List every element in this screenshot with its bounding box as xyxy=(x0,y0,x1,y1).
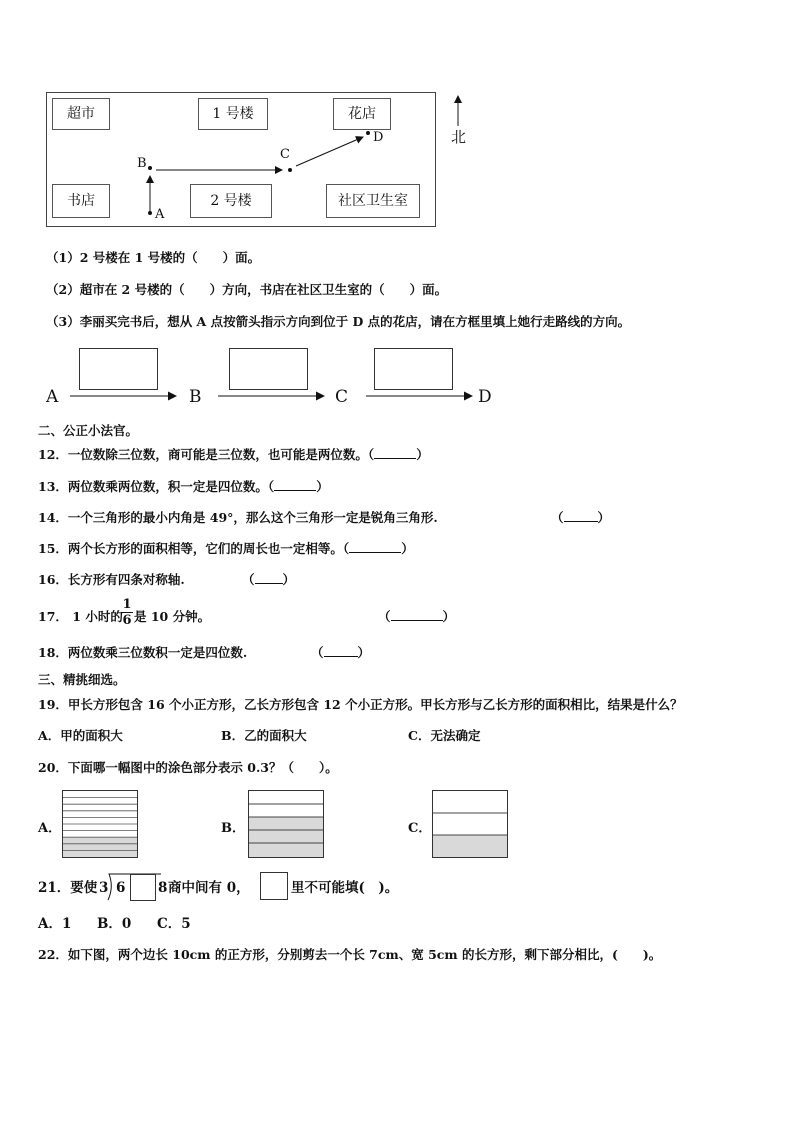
building-clinic: 社区卫生室 xyxy=(326,184,420,218)
point-a-dot xyxy=(148,211,152,215)
question-text: 两个长方形的面积相等，它们的周长也一定相等。 xyxy=(67,541,343,556)
route-point-b: B xyxy=(189,387,202,407)
route-point-a: A xyxy=(46,387,59,407)
tf-answer-17[interactable]: （ ） xyxy=(378,609,456,624)
building-1: 1 号楼 xyxy=(198,98,268,130)
question-text: 长方形有四条对称轴. xyxy=(67,572,185,587)
q21-middle: 商中间有 0， xyxy=(168,880,250,896)
q21-prefix: 21．要使 xyxy=(38,880,98,896)
question-22: 22．如下图，两个边长 10cm 的正方形，分别剪去一个长 7cm、宽 5cm 的长方形，剩下部分相比，( )。 xyxy=(38,947,662,962)
q21-option-c[interactable]: C．5 xyxy=(157,916,191,932)
point-d-dot xyxy=(366,131,370,135)
figure-b-rows xyxy=(249,791,323,857)
point-c-dot xyxy=(288,168,292,172)
q20-option-a-label[interactable]: A． xyxy=(38,821,62,836)
point-b-label: B xyxy=(137,156,147,171)
q19-option-c[interactable]: C．无法确定 xyxy=(408,728,481,743)
question-text: 一个三角形的最小内角是 49°，那么这个三角形一定是锐角三角形. xyxy=(67,510,438,525)
figure-a-stripes xyxy=(63,791,137,857)
building-2: 2 号楼 xyxy=(190,184,272,218)
q21-suffix: 里不可能填( )。 xyxy=(291,880,399,896)
building-supermarket: 超市 xyxy=(52,98,110,130)
route-point-d: D xyxy=(478,387,492,407)
q21-digit-box[interactable] xyxy=(130,874,156,901)
question-number: 12． xyxy=(38,447,68,462)
q21-answer-box[interactable] xyxy=(260,872,288,900)
question-19: 19．甲长方形包含 16 个小正方形，乙长方形包含 12 个小正方形。甲长方形与乙长方形的面积相比，结果是什么？ xyxy=(38,697,683,712)
tf-question-16 xyxy=(38,572,185,588)
point-a-label: A xyxy=(155,207,165,222)
question-20: 20．下面哪一幅图中的涂色部分表示 0.3？（ ）。 xyxy=(38,760,338,775)
fraction-numerator: 1 xyxy=(122,597,132,612)
point-c-label: C xyxy=(280,147,290,162)
q19-option-b[interactable]: B．乙的面积大 xyxy=(221,728,307,743)
question-text-before: 1 小时的 xyxy=(72,609,123,624)
fraction-one-sixth xyxy=(121,597,133,628)
building-flower-shop: 花店 xyxy=(333,98,391,130)
building-bookstore: 书店 xyxy=(52,184,110,218)
sub-question-1: （1）2 号楼在 1 号楼的（ ）面。 xyxy=(46,250,261,265)
tf-question-18 xyxy=(38,645,247,661)
question-number: 17． xyxy=(38,609,68,624)
point-b-dot xyxy=(148,166,152,170)
section2-heading: 二、公正小法官。 xyxy=(38,423,139,438)
fraction-denominator: 6 xyxy=(122,613,132,628)
q20-figure-c[interactable] xyxy=(432,790,508,858)
section3-heading: 三、精挑细选。 xyxy=(38,672,126,687)
point-d-label: D xyxy=(373,130,384,145)
q20-figure-a[interactable] xyxy=(62,790,138,858)
tf-question-15 xyxy=(38,541,414,557)
sub-question-2: （2）超市在 2 号楼的（ ）方向，书店在社区卫生室的（ ）面。 xyxy=(46,282,448,297)
question-text: 一位数除三位数，商可能是三位数，也可能是两位数。 xyxy=(67,447,368,462)
answer-paren[interactable]: （ ） xyxy=(342,541,414,556)
figure-c-rows xyxy=(433,791,507,857)
north-label: 北 xyxy=(451,128,467,146)
map-arrows xyxy=(0,0,794,260)
question-number: 16． xyxy=(38,572,68,587)
question-number: 18． xyxy=(38,645,68,660)
tf-question-13 xyxy=(38,479,329,495)
question-text: 两位数乘两位数，积一定是四位数。 xyxy=(67,479,268,494)
question-number: 13． xyxy=(38,479,68,494)
q21-digit-1: 6 xyxy=(116,880,126,896)
question-number: 15． xyxy=(38,541,68,556)
q20-figure-b[interactable] xyxy=(248,790,324,858)
answer-paren[interactable]: （ ） xyxy=(267,479,329,494)
tf-answer-14[interactable]: （ ） xyxy=(551,510,611,525)
q21-digit-3: 8 xyxy=(158,880,168,896)
q21-option-b[interactable]: B．0 xyxy=(97,916,132,932)
tf-question-14 xyxy=(38,510,438,526)
answer-paren[interactable]: （ ） xyxy=(367,447,429,462)
q20-option-b-label[interactable]: B． xyxy=(221,821,245,836)
tf-question-12 xyxy=(38,447,429,463)
q21-option-a[interactable]: A．1 xyxy=(38,916,72,932)
route-arrows xyxy=(0,380,794,410)
tf-answer-18[interactable]: （ ） xyxy=(311,645,371,660)
sub-question-3: （3）李丽买完书后，想从 A 点按箭头指示方向到位于 D 点的花店，请在方框里填上她行走路线的方向。 xyxy=(46,314,631,329)
q19-option-a[interactable]: A．甲的面积大 xyxy=(38,728,123,743)
question-text: 两位数乘三位数积一定是四位数. xyxy=(67,645,248,660)
route-point-c: C xyxy=(335,387,349,407)
tf-question-17-after: 是 10 分钟。 xyxy=(134,609,211,624)
q21-divisor: 3 xyxy=(99,880,109,896)
tf-answer-16[interactable]: （ ） xyxy=(242,572,296,587)
question-number: 14． xyxy=(38,510,68,525)
tf-question-17 xyxy=(38,609,123,625)
q20-option-c-label[interactable]: C． xyxy=(408,821,432,836)
